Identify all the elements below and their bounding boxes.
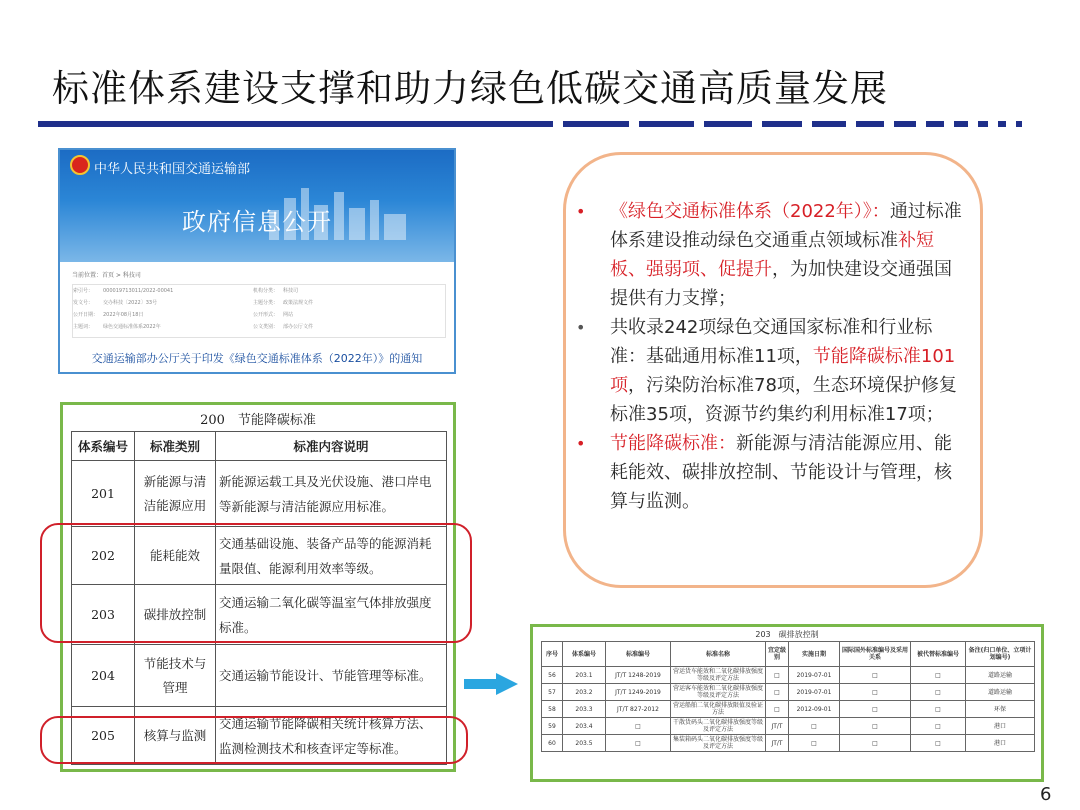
table-row: 59 203.4 □ 干散货码头二氧化碳排放强度等级及评定方法 JT/T □ □ □ 港口 — [542, 718, 1035, 735]
table-row: 56 203.1 JT/T 1248-2019 营运货车能效和二氧化碳排放强度等级及评定方法 □ 2019-07-01 □ □ 道路运输 — [542, 667, 1035, 684]
carbon-control-table-panel — [530, 624, 1044, 782]
row-category: 节能技术与管理 — [135, 645, 216, 707]
highlight-box-202-203 — [40, 523, 472, 643]
table-row — [72, 645, 447, 707]
header-cell: 宜定级别 — [766, 642, 789, 667]
meta-row: 公开日期： 2022年08月18日 公开形式： 网站 — [73, 312, 294, 318]
header-cell: 备注(归口单位、立项计划编号) — [966, 642, 1035, 667]
header-cell: 标准名称 — [671, 642, 766, 667]
row-num: 203 — [72, 585, 135, 645]
breadcrumb: 当前位置：首页 > 科技司 — [72, 272, 141, 279]
row-category: 碳排放控制 — [135, 585, 216, 645]
gov-banner — [60, 150, 454, 262]
meta-row: 索引号： 000019713011/2022-00041 机构分类： 科技司 — [73, 288, 299, 294]
bullet-dot-icon: • — [576, 202, 586, 221]
row-description: 交通基础设施、装备产品等的能源消耗量限值、能源利用效率等级。 — [216, 527, 447, 585]
page-number: 6 — [1040, 784, 1052, 805]
table-caption: 200 节能降碳标准 — [200, 413, 316, 428]
table-row: 60 203.5 □ 集装箱码头二氧化碳排放强度等级及评定方法 JT/T □ □ □ 港口 — [542, 735, 1035, 752]
header-cell: 被代替标准编号 — [911, 642, 966, 667]
row-description: 新能源运载工具及光伏设施、港口岸电等新能源与清洁能源应用标准。 — [216, 461, 447, 527]
header-cell: 实施日期 — [789, 642, 840, 667]
bullet-title: 《绿色交通标准体系（2022年）》： — [610, 201, 890, 222]
row-category: 能耗能效 — [135, 527, 216, 585]
table-header-row — [72, 432, 447, 461]
bullet-title: 节能降碳标准： — [610, 433, 736, 454]
table-caption: 203 碳排放控制 — [755, 630, 819, 639]
gov-info-screenshot — [58, 148, 456, 374]
summary-text — [576, 197, 968, 516]
row-description: 交通运输节能降碳相关统计核算方法、监测检测技术和核查评定等标准。 — [216, 707, 447, 765]
table-row: 57 203.2 JT/T 1249-2019 营运客车能效和二氧化碳排放强度等级及评定方法 □ 2019-07-01 □ □ 道路运输 — [542, 684, 1035, 701]
ministry-name: 中华人民共和国交通运输部 — [94, 162, 251, 177]
national-emblem-icon — [70, 155, 90, 175]
bullet-dot-icon: • — [576, 318, 586, 337]
header-cell: 体系编号 — [563, 642, 606, 667]
notice-link[interactable]: 交通运输部办公厅关于印发《绿色交通标准体系（2022年）》的通知 — [91, 352, 423, 365]
bullet-item: • 《绿色交通标准体系（2022年）》：通过标准体系建设推动绿色交通重点领域标准补短板、强弱项、促提升，为加快建设交通强国提供有力支撑； — [598, 197, 968, 313]
table-row: 58 203.3 JT/T 827-2012 营运船舶二氧化碳排放限值及验证方法 □ 2012-09-01 □ □ 环保 — [542, 701, 1035, 718]
highlight-box-205 — [40, 716, 468, 764]
header-cell: 国际国外标准编号及采用关系 — [840, 642, 911, 667]
header-cell: 标准编号 — [606, 642, 671, 667]
row-num: 202 — [72, 527, 135, 585]
row-category: 核算与监测 — [135, 707, 216, 765]
row-num: 204 — [72, 645, 135, 707]
header-cell: 标准类别 — [135, 432, 216, 461]
bullet-item: • 共收录242项绿色交通国家标准和行业标准：基础通用标准11项，节能降碳标准101项，污染防治标准78项，生态环境保护修复标准35项，资源节约集约利用标准17项； — [598, 313, 968, 429]
bullet-dot-icon: • — [576, 434, 586, 453]
meta-row: 主题词： 绿色交通标准体系2022年 公文类别： 部办公厅文件 — [73, 324, 314, 330]
meta-row: 发文号： 交办科技〔2022〕33号 主题分类： 政策法规文件 — [73, 300, 314, 306]
table-row — [72, 461, 447, 527]
carbon-control-table — [541, 641, 1035, 752]
right-arrow-icon — [464, 673, 518, 695]
table-header-row — [542, 642, 1035, 667]
row-description: 交通运输二氧化碳等温室气体排放强度标准。 — [216, 585, 447, 645]
row-num: 205 — [72, 707, 135, 765]
gov-info-heading: 政府信息公开 — [182, 208, 332, 236]
row-category: 新能源与清洁能源应用 — [135, 461, 216, 527]
header-cell: 序号 — [542, 642, 563, 667]
row-description: 交通运输节能设计、节能管理等标准。 — [216, 645, 447, 707]
row-num: 201 — [72, 461, 135, 527]
slide-title: 标准体系建设支撑和助力绿色低碳交通高质量发展 — [52, 67, 888, 110]
document-meta — [72, 284, 446, 338]
header-cell: 体系编号 — [72, 432, 135, 461]
bullet-item: • 节能降碳标准：新能源与清洁能源应用、能耗能效、碳排放控制、节能设计与管理，核算与监测。 — [598, 429, 968, 516]
header-cell: 标准内容说明 — [216, 432, 447, 461]
